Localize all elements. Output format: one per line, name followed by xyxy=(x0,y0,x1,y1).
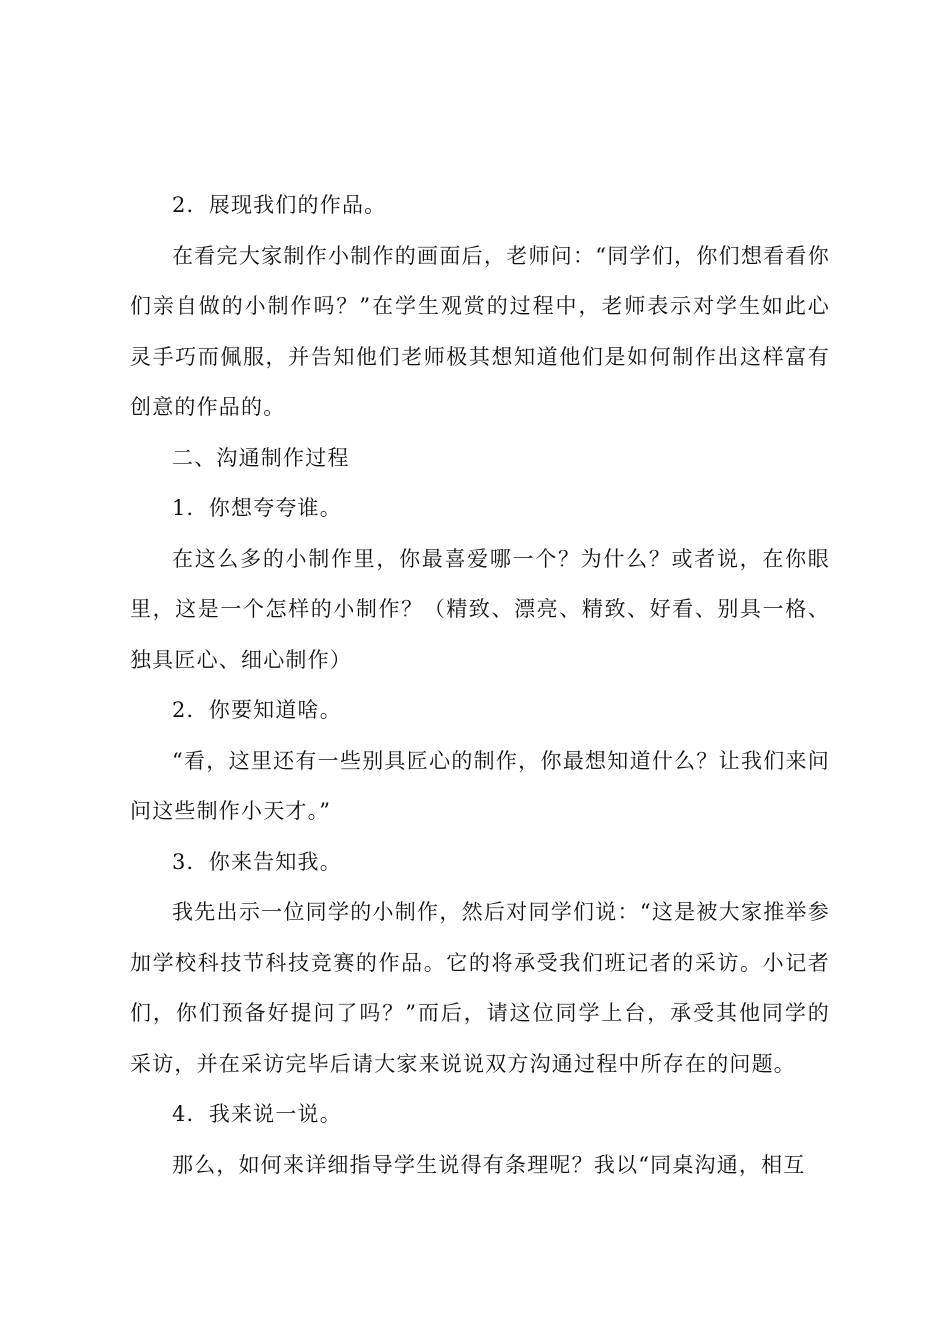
paragraph-teacher-question: 在看完大家制作小制作的画面后，老师问：“同学们，你们想看看你们亲自做的小制作吗？”在学生观赏的过程中，老师表示对学生如此心灵手巧而佩服，并告知他们老师极其想知道他们是如何制作出这样富有创意的作品的。 xyxy=(130,243,830,419)
paragraph-section-2-heading: 2．展现我们的作品。 xyxy=(172,193,387,217)
paragraph-item-2-heading: 2．你要知道啥。 xyxy=(172,698,342,722)
paragraph-interview: 我先出示一位同学的小制作，然后对同学们说：“这是被大家推举参加学校科技节科技竞赛的作品。它的将承受我们班记者的采访。小记者们，你们预备好提问了吗？”而后，请这位同学上台，承受其他同学的采访，并在采访完毕后请大家来说说双方沟通过程中所存在的问题。 xyxy=(130,900,830,1076)
paragraph-guidance: 那么，如何来详细指导学生说得有条理呢？我以“同桌沟通，相互 xyxy=(172,1152,806,1177)
paragraph-item-3-heading: 3．你来告知我。 xyxy=(172,849,342,874)
paragraph-item-4-heading: 4．我来说一说。 xyxy=(172,1102,342,1126)
paragraph-item-1-heading: 1．你想夸夸谁。 xyxy=(172,496,342,520)
paragraph-part-two-heading: 二、沟通制作过程 xyxy=(172,445,350,470)
paragraph-favorite-question: 在这么多的小制作里，你最喜爱哪一个？为什么？或者说，在你眼里，这是一个怎样的小制作？（精致、漂亮、精致、好看、别具一格、独具匠心、细心制作） xyxy=(130,546,830,672)
document-body xyxy=(130,180,830,1190)
paragraph-ask-question: “看，这里还有一些别具匠心的制作，你最想知道什么？让我们来问问这些制作小天才。” xyxy=(130,748,830,823)
